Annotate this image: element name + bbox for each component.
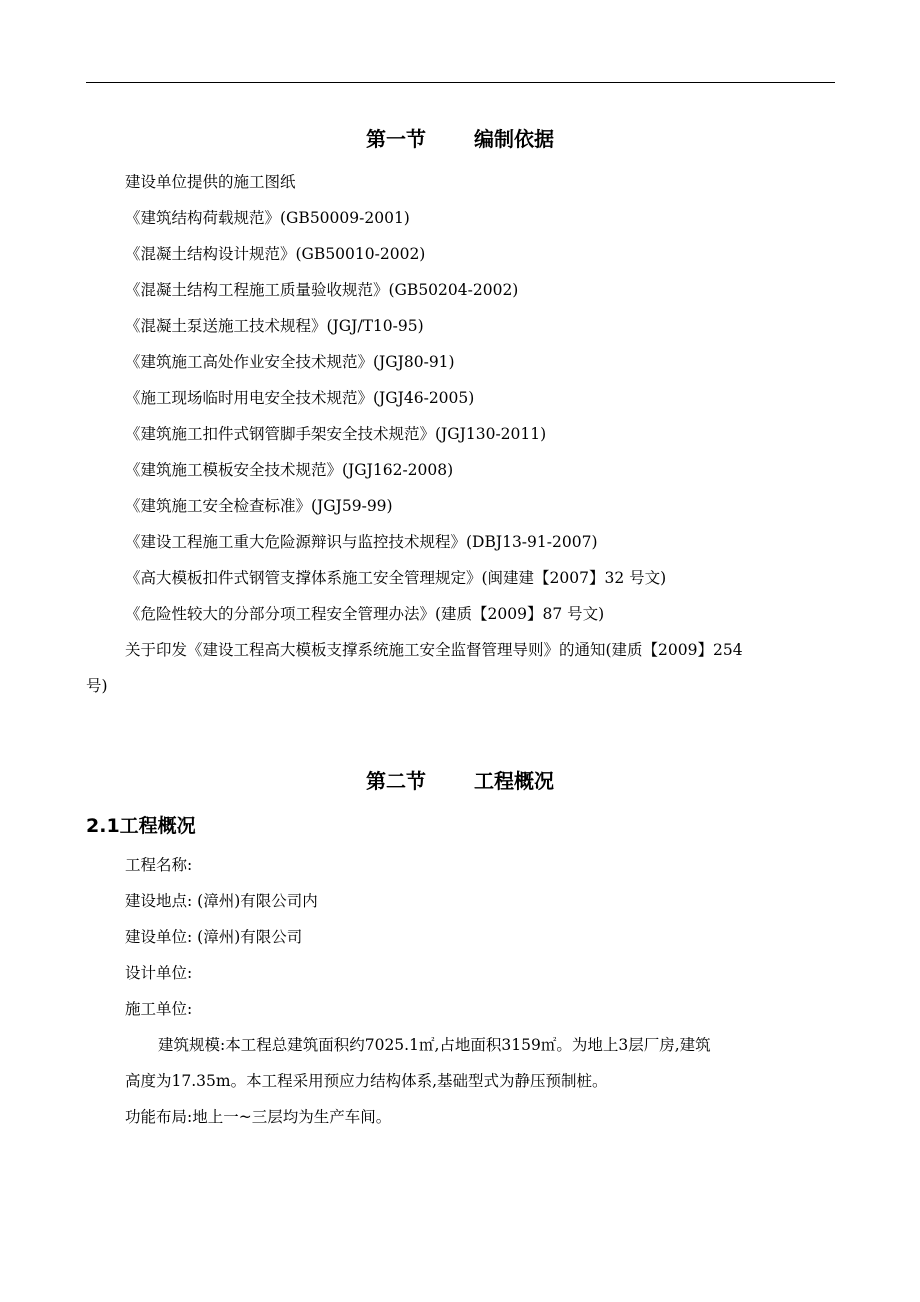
project-designer: 设计单位: [125, 964, 193, 982]
basis-item: 《建设工程施工重大危险源辩识与监控技术规程》(DBJ13-91-2007) [125, 533, 598, 551]
project-scale-line-2: 高度为17.35m。本工程采用预应力结构体系,基础型式为静压预制桩。 [125, 1072, 608, 1090]
project-name: 工程名称: [125, 856, 193, 874]
section-2-title: 工程概况 [474, 769, 554, 793]
basis-item: 《建筑施工高处作业安全技术规范》(JGJ80-91) [125, 353, 455, 371]
notice-line-1: 关于印发《建设工程高大模板支撑系统施工安全监督管理导则》的通知(建质【2009】254 [125, 641, 743, 659]
section-1-title: 编制依据 [474, 127, 554, 151]
header-rule [86, 82, 835, 83]
basis-item: 建设单位提供的施工图纸 [125, 173, 296, 191]
project-contractor: 施工单位: [125, 1000, 193, 1018]
subsection-title: 2.1工程概况 [86, 815, 196, 837]
project-location: 建设地点: (漳州)有限公司内 [125, 892, 318, 910]
basis-item: 《危险性较大的分部分项工程安全管理办法》(建质【2009】87 号文) [125, 605, 605, 623]
basis-item: 《建筑施工扣件式钢管脚手架安全技术规范》(JGJ130-2011) [125, 425, 547, 443]
basis-item: 《建筑施工安全检查标准》(JGJ59-99) [125, 497, 393, 515]
basis-item: 《高大模板扣件式钢管支撑体系施工安全管理规定》(闽建建【2007】32 号文) [125, 569, 667, 587]
basis-item: 《建筑施工模板安全技术规范》(JGJ162-2008) [125, 461, 454, 479]
section-2-number: 第二节 [366, 769, 426, 793]
basis-item: 《混凝土结构工程施工质量验收规范》(GB50204-2002) [125, 281, 519, 299]
project-scale-line-1: 建筑规模:本工程总建筑面积约7025.1㎡,占地面积3159㎡。为地上3层厂房,建筑 [158, 1036, 711, 1054]
function-layout: 功能布局:地上一~三层均为生产车间。 [125, 1108, 392, 1126]
section-2-heading [0, 769, 920, 793]
notice-line-2: 号) [86, 677, 108, 695]
section-1-number: 第一节 [366, 127, 426, 151]
project-owner: 建设单位: (漳州)有限公司 [125, 928, 303, 946]
basis-item: 《混凝土结构设计规范》(GB50010-2002) [125, 245, 426, 263]
basis-item: 《建筑结构荷载规范》(GB50009-2001) [125, 209, 410, 227]
basis-item: 《施工现场临时用电安全技术规范》(JGJ46-2005) [125, 389, 475, 407]
section-1-heading [0, 127, 920, 151]
basis-item: 《混凝土泵送施工技术规程》(JGJ/T10-95) [125, 317, 424, 335]
